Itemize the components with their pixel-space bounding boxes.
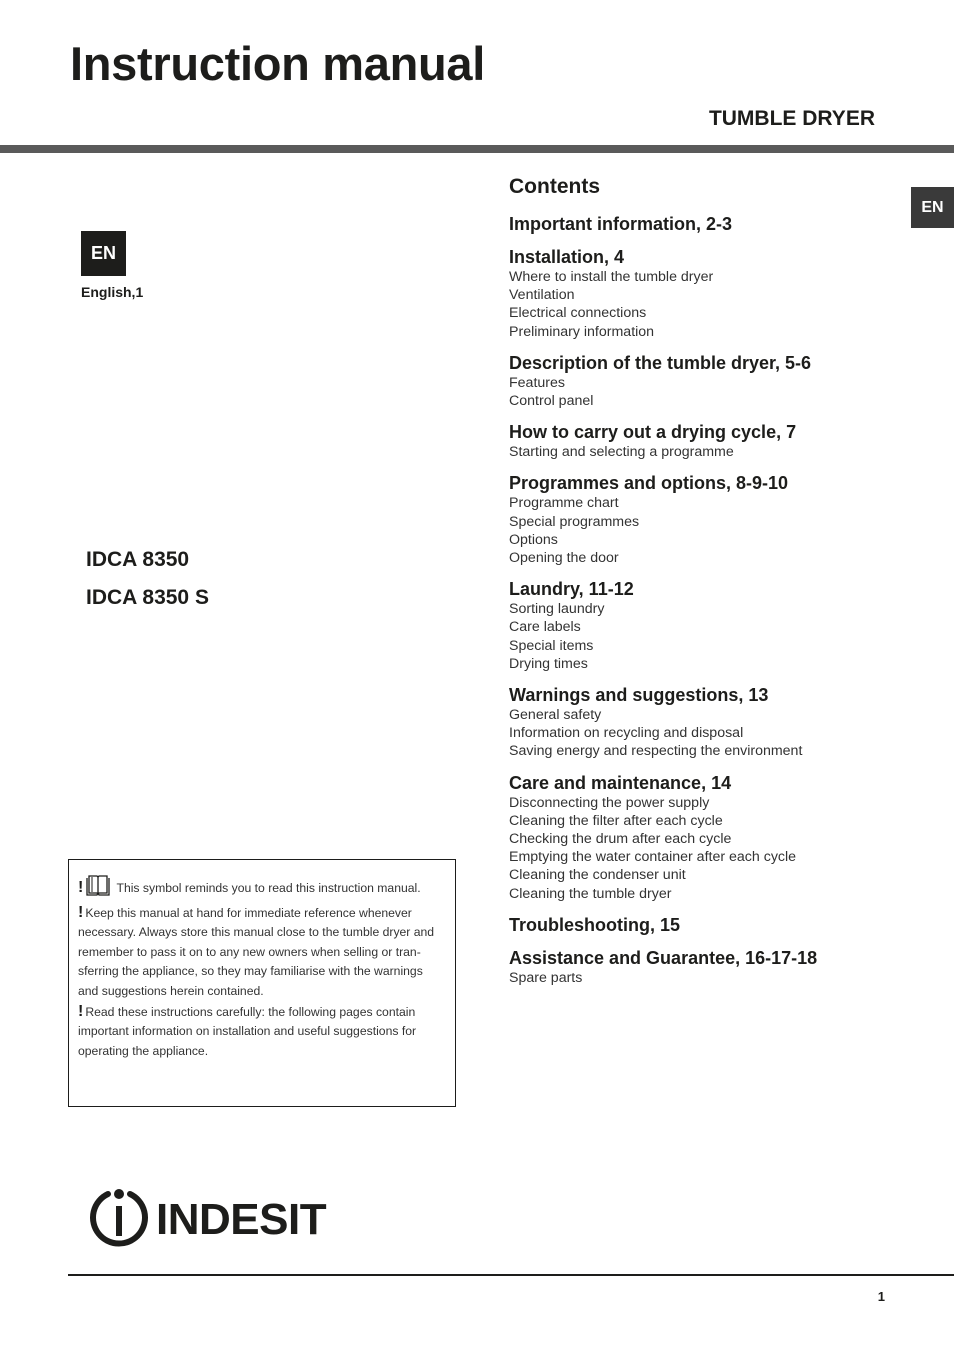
contents-section — [509, 213, 909, 235]
contents-section-title: Assistance and Guarantee, 16-17-18 — [509, 947, 818, 968]
contents-item: Care labels — [509, 619, 581, 636]
contents-item: Preliminary information — [509, 323, 655, 340]
contents-item: Disconnecting the power supply — [509, 794, 710, 811]
contents-item: Ventilation — [509, 287, 575, 304]
contents-item: Drying times — [509, 655, 588, 672]
contents-section-title: Care and maintenance, 14 — [509, 772, 732, 793]
contents-section — [509, 246, 909, 341]
contents-item: Information on recycling and disposal — [509, 725, 744, 742]
notice-box — [68, 859, 456, 1107]
contents-item: Sorting laundry — [509, 601, 605, 618]
contents-section-title: Warnings and suggestions, 13 — [509, 685, 769, 706]
book-icon — [85, 874, 111, 903]
language-side-tab: EN — [911, 187, 954, 228]
notice-paragraph — [78, 1002, 446, 1062]
contents-item: General safety — [509, 707, 602, 724]
contents-item: Programme chart — [509, 495, 619, 512]
contents-section-title: Installation, 4 — [509, 247, 625, 267]
contents-item: Control panel — [509, 393, 594, 410]
contents-section — [509, 472, 909, 567]
notice-text: Keep this manual at hand for immediate reference whenever necessary. Always store this manual close to the tumble dryer and remember to pass it on to any new owners when selling or tran-sferring the appliance, so they may familiarise with the warnings and suggestions herein contained. — [78, 905, 435, 998]
notice-paragraph — [78, 874, 446, 903]
contents-section-title: Programmes and options, 8-9-10 — [509, 473, 789, 494]
footer-divider — [68, 1274, 954, 1276]
table-of-contents — [509, 174, 909, 998]
contents-item: Special items — [509, 637, 594, 654]
contents-sections — [509, 213, 909, 987]
contents-section — [509, 352, 909, 410]
page-number: 1 — [877, 1289, 885, 1304]
contents-item: Starting and selecting a programme — [509, 444, 734, 461]
contents-item: Electrical connections — [509, 305, 647, 322]
contents-item: Cleaning the condenser unit — [509, 867, 686, 884]
contents-item: Cleaning the filter after each cycle — [509, 812, 723, 829]
contents-section — [509, 421, 909, 461]
header-divider — [0, 145, 954, 153]
language-label: English,1 — [81, 284, 144, 300]
contents-section — [509, 684, 909, 761]
notice-text: This symbol reminds you to read this instruction manual. — [116, 881, 421, 895]
language-badge: EN — [81, 231, 126, 276]
contents-item: Where to install the tumble dryer — [509, 269, 714, 285]
brand-logo — [88, 1186, 326, 1253]
page-title: Instruction manual — [70, 37, 486, 90]
contents-item: Opening the door — [509, 550, 619, 567]
contents-item: Saving energy and respecting the environment — [509, 743, 803, 760]
contents-item: Checking the drum after each cycle — [509, 831, 732, 848]
contents-section — [509, 772, 909, 903]
exclamation-mark: ! — [78, 1002, 84, 1020]
contents-section-title: Laundry, 11-12 — [509, 579, 634, 600]
contents-section-title: How to carry out a drying cycle, 7 — [509, 422, 797, 443]
notice-text: Read these instructions carefully: the following pages contain important information on installation and useful suggestions for operating the appliance. — [78, 1004, 417, 1058]
contents-item: Emptying the water container after each cycle — [509, 849, 797, 866]
exclamation-mark: ! — [78, 903, 84, 921]
model-name: IDCA 8350 — [86, 548, 190, 571]
contents-section — [509, 914, 909, 936]
contents-item: Cleaning the tumble dryer — [509, 885, 672, 902]
contents-item: Features — [509, 374, 565, 391]
brand-wordmark: INDESIT — [156, 1194, 327, 1244]
contents-heading: Contents — [509, 175, 600, 198]
contents-section-title: Description of the tumble dryer, 5-6 — [509, 352, 812, 373]
contents-item: Spare parts — [509, 969, 583, 986]
exclamation-mark: ! — [78, 879, 84, 896]
contents-section — [509, 578, 909, 673]
indesit-logo-icon — [88, 1186, 150, 1253]
contents-item: Special programmes — [509, 513, 640, 530]
model-name: IDCA 8350 S — [86, 586, 209, 609]
notice-paragraph — [78, 903, 446, 1002]
product-type: TUMBLE DRYER — [708, 107, 875, 130]
contents-section-title: Troubleshooting, 15 — [509, 914, 681, 935]
contents-item: Options — [509, 531, 558, 548]
contents-section-title: Important information, 2-3 — [509, 214, 733, 234]
contents-section — [509, 947, 909, 987]
